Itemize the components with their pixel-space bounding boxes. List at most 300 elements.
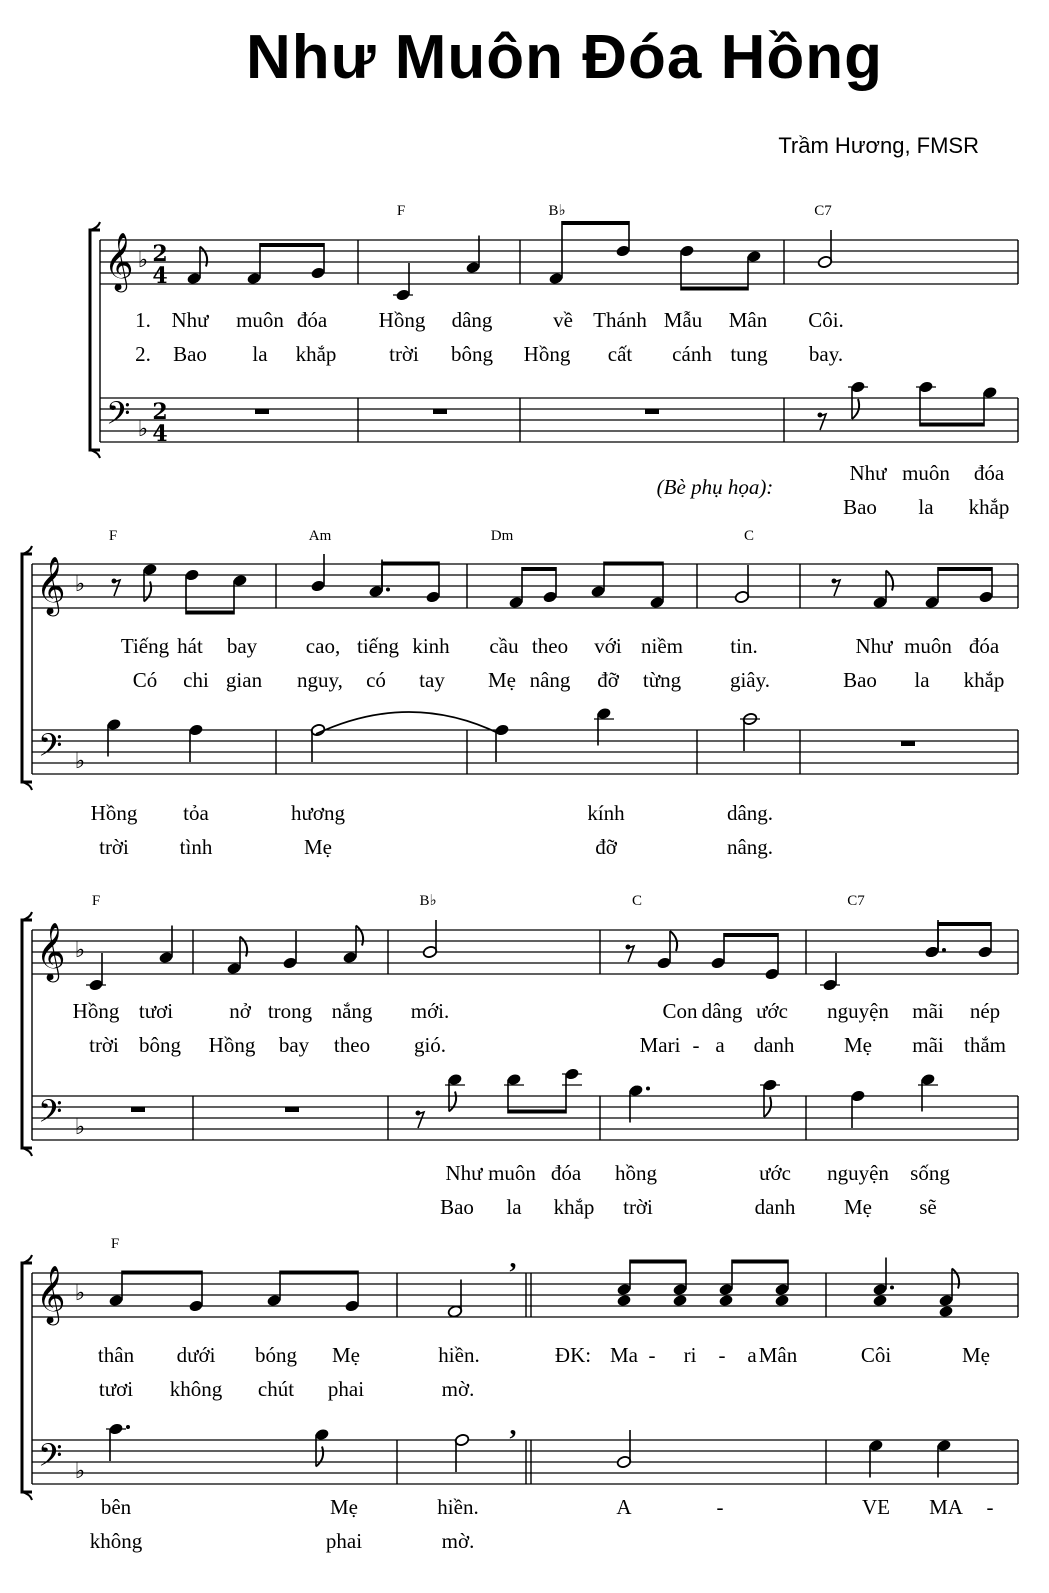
note [764,933,779,981]
harmony-lyric: la [506,1195,522,1219]
harmony-lyric: danh [754,1195,796,1219]
note [158,926,173,965]
lyric-syllable: Hồng [72,999,120,1023]
harmony-lyric: tình [179,835,213,859]
harmony-lyric: trời [99,835,129,859]
note [872,571,893,610]
harmony-lyric: la [918,495,934,519]
harmony-lyric: không [89,1529,143,1553]
harmony-lyric: Mẹ [304,835,332,859]
lyric-syllable: trời [89,1033,119,1057]
lyric-syllable: Mẹ [962,1343,990,1367]
harmony-lyric: khắp [553,1195,595,1219]
lyric-syllable: Có [132,668,158,692]
lyric-syllable: phai [327,1377,365,1401]
note [494,723,509,762]
note [978,567,993,604]
dot [646,1087,650,1091]
lyric-syllable: thân [97,1343,135,1367]
lyric-syllable: Như [855,634,893,658]
system-bracket [22,554,32,782]
harmony-lyric: sống [910,1161,950,1185]
eighth-rest [832,579,841,597]
beam [280,1271,358,1275]
harmony-lyric: bên [100,1495,132,1519]
flat-icon: ♭ [74,1459,86,1484]
rest-line [820,414,826,430]
beam [522,567,556,571]
note-head [616,1294,631,1307]
lyric-syllable: nắng [331,999,373,1023]
note [938,1305,953,1318]
flat-icon: ♭ [74,1281,86,1306]
lyric-syllable: a [715,1033,725,1057]
note [445,1073,465,1112]
harmony-lyric: A [616,1495,632,1519]
lyric-syllable: gió. [413,1033,447,1057]
lyric-syllable: Ma [610,1343,638,1367]
note [718,1260,733,1297]
bass-staff [32,730,1018,774]
flat-icon: ♭ [74,1115,86,1140]
harmony-lyric: nguyện [827,1161,889,1185]
note [108,1271,123,1308]
note [310,243,325,280]
note-flag [200,247,207,267]
lyric-syllable: nâng [529,668,571,692]
harmony-lyric: hiền. [437,1495,479,1519]
lyric-syllable: la [914,668,930,692]
system-bracket [22,1263,32,1492]
note [616,1294,631,1307]
breath-mark: , [509,1243,517,1274]
note [447,1280,462,1319]
lyric-syllable: bay [278,1033,310,1057]
note-flag [449,1092,456,1112]
song-title: Như Muôn Đóa Hồng [246,23,883,92]
note [718,1294,733,1307]
lyric-syllable: khắp [295,342,337,366]
note [924,922,939,959]
note [918,1073,938,1112]
time-sig-bottom: 4 [152,263,168,289]
note [508,567,523,609]
lyric-syllable: bay. [808,342,844,366]
note [310,723,325,762]
note [848,380,868,419]
note [817,230,832,269]
harmony-lyric: đỡ [595,835,617,859]
note [924,567,939,609]
note [314,1428,329,1467]
harmony-lyric: nâng. [726,835,774,859]
harmony-lyric: muôn [488,1161,536,1185]
beam [186,611,234,615]
harmony-lyric: Như [445,1161,483,1185]
time-sig-top: 2 [152,241,168,267]
lyric-syllable: cao, [305,634,341,658]
system-bracket [90,230,100,450]
lyric-syllable: mờ. [441,1377,475,1401]
harmony-lyric: MA [929,1495,963,1519]
lyric-syllable: gian [225,668,263,692]
lyric-syllable: tiếng [357,634,399,658]
treble-clef-icon: 𝄞 [36,1265,66,1323]
flat-icon: ♭ [137,248,149,273]
lyric-syllable: tin. [730,634,758,658]
dot [942,948,946,952]
whole-rest [131,1107,145,1112]
lyric-syllable: dâng [451,308,493,332]
lyric-syllable: đóa [968,634,1000,658]
lyric-syllable: bông [139,1033,181,1057]
lyric-syllable: khắp [963,668,1005,692]
flat-icon: ♭ [74,572,86,597]
note [465,236,480,275]
lyric-syllable: danh [753,1033,795,1057]
harmony-label: (Bè phụ họa): [656,475,774,499]
lyric-syllable: 1. [135,308,151,332]
chord-symbol: C [631,893,643,909]
lyric-syllable: trong [267,999,313,1023]
lyric-syllable: muôn [236,308,284,332]
flat-icon: ♭ [74,938,86,963]
note [454,1433,469,1472]
note [344,1271,359,1313]
note [936,1439,951,1478]
lyric-syllable: nép [969,999,1001,1023]
whole-rest [285,1107,299,1112]
chord-symbol: F [108,528,118,544]
lyric-syllable: nguyện [827,999,889,1023]
note-head [872,1294,887,1307]
lyric-syllable: nguy, [297,668,343,692]
note [368,562,383,599]
note-flag [886,571,893,591]
lyric-syllable: cầu [489,634,519,658]
bass-clef-icon: 𝄢 [106,395,131,439]
beam [920,423,984,427]
note [616,1430,631,1469]
lyric-syllable: theo [333,1033,371,1057]
note [188,723,203,762]
flat-icon: ♭ [137,417,149,442]
note-flag [356,926,363,946]
harmony-lyric: Bao [440,1195,474,1219]
lyric-syllable: dâng [701,999,743,1023]
eighth-rest [626,945,635,963]
beam [260,243,324,247]
lyric-syllable: a [747,1343,757,1367]
lyric-syllable: mới. [410,999,450,1023]
chord-symbol: B♭ [548,203,566,219]
lyric-syllable: nở [229,999,251,1023]
note [106,1422,130,1461]
lyric-syllable: cất [607,342,633,366]
flat-icon: ♭ [74,749,86,774]
harmony-lyric: VE [862,1495,890,1519]
lyric-syllable: Hồng [523,342,571,366]
note-head [938,1305,953,1318]
lyric-syllable: Mẹ [844,1033,872,1057]
harmony-lyric: Bao [843,495,877,519]
lyric-syllable: Tiếng [120,634,170,658]
chord-symbol: C7 [847,893,865,909]
harmony-lyric: trời [623,1195,653,1219]
bass-staff [32,1096,1018,1140]
note [425,562,440,604]
lyric-syllable: Mân [758,1343,798,1367]
note [774,1294,789,1307]
chord-symbol: B♭ [419,893,437,909]
dot [126,1425,130,1429]
lyric-syllable: Thánh [593,308,647,332]
treble-staff [32,930,1018,974]
breath-mark: , [509,1410,517,1441]
note-head [718,1294,733,1307]
lyric-syllable: có [366,668,386,692]
note [422,920,437,959]
lyric-syllable: đỡ [597,668,619,692]
harmony-lyric: kính [587,801,625,825]
note [938,1269,959,1308]
note [872,1258,894,1297]
note [188,1271,203,1313]
lyric-syllable: - [692,1033,700,1057]
eighth-rest [416,1111,425,1129]
harmony-lyric: - [716,1495,724,1519]
lyric-syllable: ước [756,999,788,1023]
whole-rest [901,741,915,746]
harmony-lyric: muôn [902,461,950,485]
rest-line [628,946,634,962]
lyric-syllable: Hồng [378,308,426,332]
note [820,953,840,992]
note [393,263,413,302]
note [628,1084,650,1123]
note-flag [316,1447,323,1467]
note [850,1089,865,1128]
note [86,953,106,992]
whole-rest [645,409,659,414]
eighth-rest [112,579,121,597]
dot [386,588,390,592]
note [542,567,557,604]
whole-rest [433,409,447,414]
note [548,221,563,285]
chord-symbol: Dm [490,528,514,544]
note [342,926,363,965]
lyric-syllable: hát [177,634,203,658]
lyric-syllable: với [594,634,622,658]
note [672,1294,687,1307]
harmony-lyric: dâng. [726,801,774,825]
lyric-syllable: theo [531,634,569,658]
note [977,922,992,959]
harmony-lyric: hồng [615,1161,657,1185]
lyric-syllable: ĐK: [554,1343,592,1367]
composer-credit: Trầm Hương, FMSR [778,133,979,158]
beam [938,567,992,571]
tie-slur [316,712,500,734]
note [266,1271,281,1308]
lyric-syllable: Con [662,999,698,1023]
treble-clef-icon: 𝄞 [36,556,66,614]
beam [732,1260,788,1264]
harmony-lyric: ước [759,1161,791,1185]
lyric-syllable: Mẫu [663,308,703,332]
bass-clef-icon: 𝄢 [38,727,63,771]
treble-clef-icon: 𝄞 [104,232,134,290]
lyric-syllable: muôn [904,634,952,658]
chord-symbol: F [91,893,101,909]
eighth-rest [818,413,827,431]
lyric-syllable: bóng [255,1343,297,1367]
lyric-syllable: Bao [843,668,877,692]
note-flag [144,582,151,602]
lyric-syllable: - [718,1343,726,1367]
chord-symbol: C [743,528,755,544]
lyric-syllable: hiền. [438,1343,480,1367]
rest-line [834,580,840,596]
lyric-syllable: tay [419,668,445,692]
harmony-lyric: đóa [550,1161,582,1185]
bass-clef-icon: 𝄢 [38,1437,63,1481]
note [106,718,121,757]
note [142,563,157,602]
chord-symbol: C7 [814,203,832,219]
lyric-syllable: Mẹ [332,1343,360,1367]
bass-staff [100,398,1018,442]
lyric-syllable: Hồng [208,1033,256,1057]
note [740,712,760,751]
harmony-lyric: Như [849,461,887,485]
lyric-syllable: giây. [729,668,771,692]
note-head [774,1294,789,1307]
beam [724,933,778,937]
lyric-syllable: đóa [296,308,328,332]
dot [890,1286,894,1290]
lyric-syllable: kinh [412,634,450,658]
lyric-syllable: niềm [641,634,683,658]
harmony-lyric: sẽ [919,1195,937,1219]
note [310,554,325,593]
harmony-lyric: đóa [973,461,1005,485]
note [710,933,725,970]
note [282,931,297,970]
lyric-syllable: tươi [138,999,174,1023]
lyric-syllable: chi [183,668,209,692]
beam [122,1271,202,1275]
lyric-syllable: Mân [728,308,768,332]
rest-line [114,580,120,596]
lyric-syllable: 2. [135,342,151,366]
note [868,1439,883,1478]
harmony-lyric: Hồng [90,801,138,825]
beam [604,562,663,566]
lyric-syllable: Như [171,308,209,332]
lyric-syllable: Côi [860,1343,892,1367]
harmony-lyric: mờ. [441,1529,475,1553]
whole-rest [255,409,269,414]
beam [382,562,439,566]
lyric-syllable: mãi [912,999,944,1023]
note [594,707,614,746]
treble-staff [32,1273,1018,1317]
beam [938,922,991,926]
lyric-syllable: chút [257,1377,295,1401]
note [760,1078,780,1117]
chord-symbol: F [396,203,406,219]
lyric-syllable: thắm [964,1033,1006,1057]
lyric-syllable: dưới [176,1343,216,1367]
chord-symbol: F [110,1236,120,1252]
note [226,937,247,976]
note [672,1260,687,1297]
note [186,247,207,286]
bass-clef-icon: 𝄢 [38,1093,63,1137]
beam [630,1260,686,1264]
note-flag [240,937,247,957]
lyric-syllable: từng [642,668,682,692]
note-head [672,1294,687,1307]
system-bracket [22,920,32,1148]
note [246,243,261,285]
beam [508,1110,566,1114]
note [590,562,605,599]
lyric-syllable: Mari [639,1033,681,1057]
lyric-syllable: tung [730,342,768,366]
note [616,1260,631,1297]
note-flag [952,1269,959,1289]
harmony-lyric: tỏa [183,801,209,825]
lyric-syllable: bay [226,634,258,658]
lyric-syllable: - [648,1343,656,1367]
harmony-lyric: Mẹ [844,1195,872,1219]
lyric-syllable: về [553,308,573,332]
note [656,931,677,970]
lyric-syllable: Bao [173,342,207,366]
note [734,565,749,604]
lyric-syllable: Côi. [808,308,844,332]
lyric-syllable: cánh [672,342,712,366]
harmony-lyric: hương [291,801,345,825]
lyric-syllable: Mẹ [488,668,516,692]
rest-line [418,1112,424,1128]
note [774,1260,789,1297]
beam [681,287,748,291]
note [615,221,630,258]
lyric-syllable: tươi [98,1377,134,1401]
chord-symbol: Am [308,528,332,544]
lyric-syllable: không [169,1377,223,1401]
beam [562,221,629,225]
note [872,1294,887,1307]
lyric-syllable: trời [389,342,419,366]
time-sig-top: 2 [152,399,168,425]
harmony-lyric: phai [325,1529,363,1553]
note [649,562,664,610]
treble-clef-icon: 𝄞 [36,922,66,980]
harmony-lyric: Mẹ [330,1495,358,1519]
lyric-syllable: ri [683,1343,697,1367]
harmony-lyric: khắp [968,495,1010,519]
lyric-syllable: la [252,342,268,366]
lyric-syllable: mãi [912,1033,944,1057]
lyric-syllable: bông [451,342,493,366]
time-sig-bottom: 4 [152,421,168,447]
harmony-lyric: - [986,1495,994,1519]
